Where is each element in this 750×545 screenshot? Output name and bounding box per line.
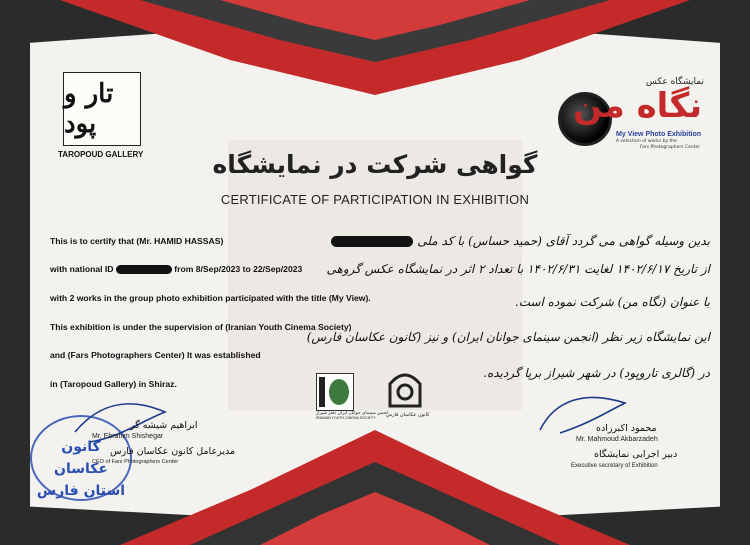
persian-line-3: با عنوان (نگاه من) شرکت نموده است. [514,295,710,309]
exhibition-logo-title: نمایشگاه عکس [645,77,704,87]
english-line-2a: with national ID [50,264,114,274]
signatory-left-role-fa: مدیرعامل کانون عکاسان فارس [110,446,236,457]
taropoud-gallery-logo [63,72,141,146]
persian-line-5: در (گالری تاروپود) در شهر شیراز برپا گردیده. [483,366,710,380]
signatory-right-name-en: Mr. Mahmoud Akbarzadeh [576,436,658,443]
dome-camera-icon [386,366,424,410]
fars-photographers-caption: کانون عکاسان فارس [386,412,430,418]
youth-cinema-logo [316,373,354,411]
signatory-right-role-en: Executive secretary of Exhibition [571,463,658,469]
redacted-national-id [116,265,172,274]
english-line-2b: from 8/Sep/2023 to 22/Sep/2023 [174,264,303,274]
redacted-national-id-persian [331,236,413,247]
english-line-5: and (Fars Photographers Center) It was established [50,350,261,360]
english-line-1: This is to certify that (Mr. HAMID HASSAS) [50,236,224,246]
taropoud-logo-glyph: تار و پود [64,79,114,139]
signatory-right-role-fa: دبیر اجرایی نمایشگاه [594,449,678,460]
youth-cinema-caption-fa: انجمن سینمای جوانان ایران دفتر شیراز [316,410,389,415]
signatory-left-role-en: CEO of Fars Photographers Center [92,459,179,465]
certificate-title-persian: گواهی شرکت در نمایشگاه [212,150,538,179]
english-line-3: with 2 works in the group photo exhibition participated with the title (My View). [50,293,371,303]
signatory-right-name-fa: محمود اکبرزاده [596,423,657,434]
left-edge-band [0,0,30,545]
english-line-6: in (Taropoud Gallery) in Shiraz. [50,379,177,389]
persian-line-1a: بدین وسیله گواهی می گردد آقای (حمید حساس) با کد ملی [417,234,710,248]
film-leaf-icon [317,374,353,410]
persian-line-4: این نمایشگاه زیر نظر (انجمن سینمای جوانان ایران) و نیز (کانون عکاسان فارس) [306,330,710,344]
taropoud-gallery-caption: TAROPOUD GALLERY [58,150,144,159]
exhibition-logo-sub1: A selection of works by the [616,139,677,144]
certificate-title-english: CERTIFICATE OF PARTICIPATION IN EXHIBITION [220,192,530,207]
right-edge-band [720,0,750,545]
persian-line-2: از تاریخ ۱۴۰۲/۶/۱۷ لغایت ۱۴۰۲/۶/۳۱ با تعداد ۲ اثر در نمایشگاه عکس گروهی [326,262,710,276]
exhibition-logo-name: نگاه من [573,86,702,126]
stamp-text-left: کانون عکاسان استان فارس [36,439,126,499]
exhibition-logo-english: My View Photo Exhibition [616,131,702,138]
english-line-2 [50,264,302,274]
signatory-left-name-en: Mr. Ebrahim Shishegar [92,433,164,440]
fars-photographers-logo [386,366,424,410]
signatory-left-name-fa: ابراهیم شیشه گر [130,420,198,431]
youth-cinema-caption-en: IRANIAN YOUTH CINEMA SOCIETY [316,416,376,420]
persian-line-1 [331,234,710,248]
exhibition-logo-sub2: Fars Photographers Center [640,145,701,150]
english-line-4: This exhibition is under the supervision of (Iranian Youth Cinema Society) [50,322,352,332]
